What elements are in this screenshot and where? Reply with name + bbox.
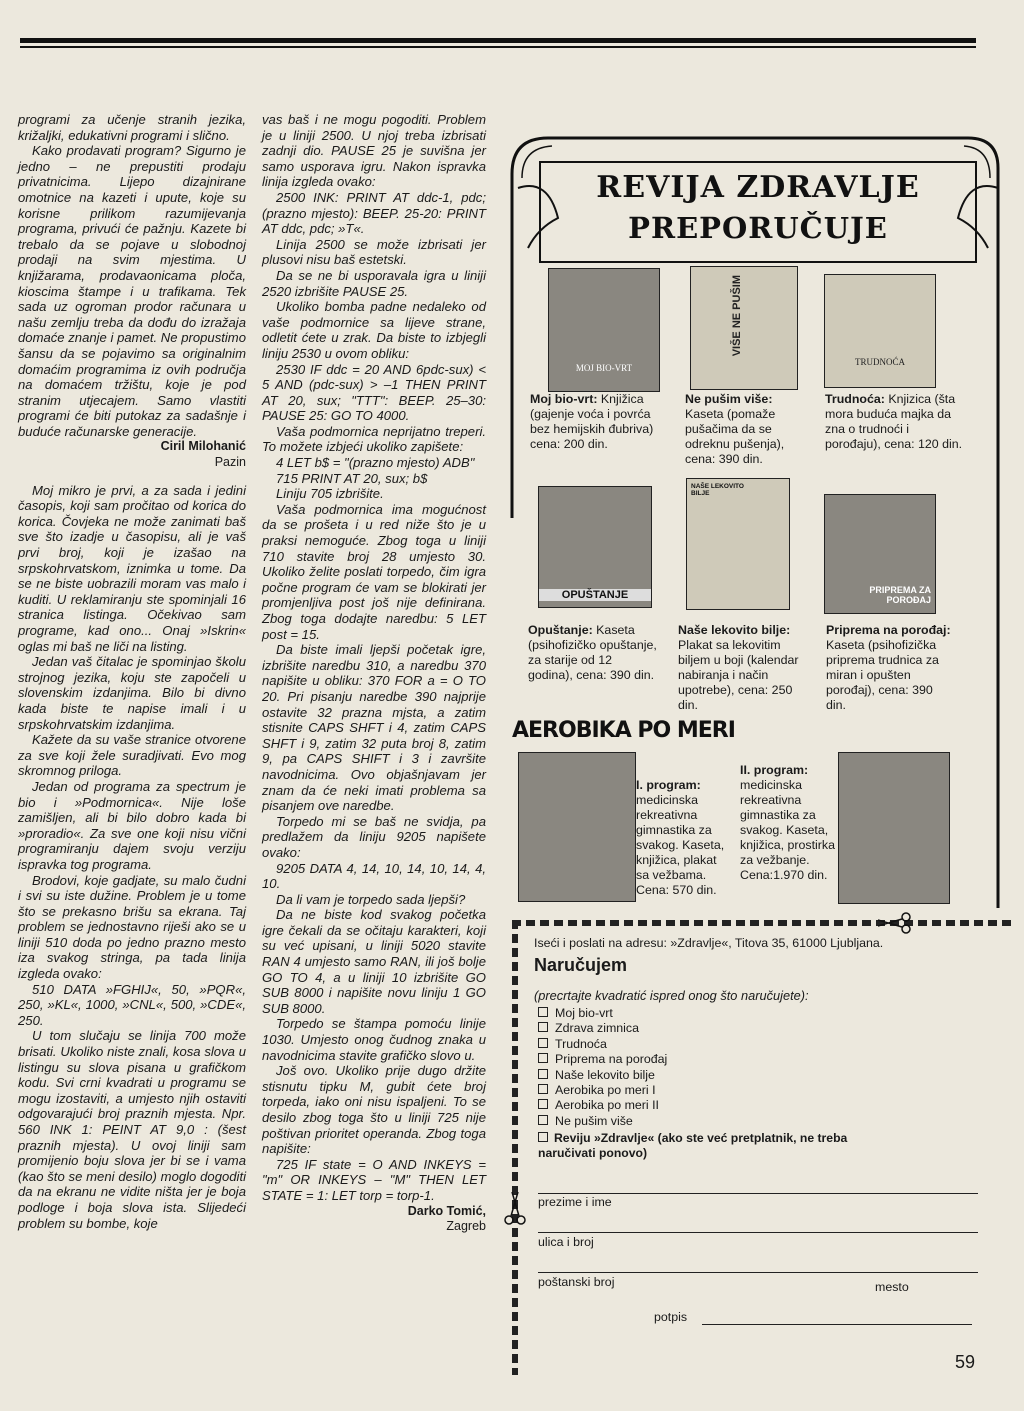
- author-place: Pazin: [214, 455, 246, 470]
- aerobika-image-1: [518, 752, 636, 902]
- subscription-checkbox[interactable]: Reviju »Zdravlje« (ako ste već pretplatnik, ne treba naručivati ponovo): [538, 1131, 848, 1160]
- order-checkbox[interactable]: Naše lekovito bilje: [538, 1068, 667, 1083]
- ad-title: [568, 170, 948, 245]
- order-checkbox[interactable]: Priprema na porođaj: [538, 1052, 667, 1067]
- checkbox-box[interactable]: [538, 1132, 548, 1142]
- page-number: 59: [955, 1352, 976, 1372]
- order-items: [538, 1006, 667, 1129]
- code-line: 9205 DATA 4, 14, 10, 14, 10, 14, 4, 10.: [262, 860, 486, 892]
- product-image-opustanje: OPUŠTANJE: [538, 486, 652, 608]
- paragraph: Kako prodavati program? Sigurno je jedno – ne prepustiti prodaju privatnicima. Lijepo dizajnirane omotnice na kazeti i upute, koje su korisne prilikom razumijevanja programa, privući će pažnju. Kazete bi trebalo da se pojave u slobodnoj prodaji na svim mjestima. U knjižarama, prodavaonicama ploča, kioscima štampe i u trafikama. Tek sada uz ogroman prodor računara u našu zemlju treba da dođu do izražaja domaće znanje i pamet. Ne propustimo šansu da se pojavimo sa originalnim domaćim programima iz ovih područja na domaćem tržištu, koje je pod stranim utjecajem. Samo vlastiti programi će biti putokaz za sadašnje i buduće računarske generacije.: [18, 143, 246, 439]
- order-checkbox[interactable]: Aerobika po meri I: [538, 1083, 667, 1098]
- product-image-ne-pusim: VIŠE NE PUŠIM: [690, 266, 798, 390]
- paragraph: Još ovo. Ukoliko prije dugo držite stisnutu tipku M, gubit ćete broj torpeda, iako oni nisu ispaljeni. To se desilo zbog toga što u liniji 725 nije poštivan prioritet operanda. Zbog toga napišite:: [262, 1063, 486, 1157]
- paragraph: programi za učenje stranih jezika, križaljki, edukativni programi i slično.: [18, 112, 246, 143]
- paragraph: Linija 2500 se može izbrisati jer plusovi nisu baš estetski.: [262, 236, 486, 268]
- cut-line-horizontal: [512, 920, 1012, 926]
- order-checkbox[interactable]: Aerobika po meri II: [538, 1098, 667, 1113]
- author-name: Darko Tomić,: [407, 1203, 486, 1218]
- product-priprema: Priprema na porođaj: Kaseta (psihofizička priprema trudnica za miran i opušten porođaj), cena: 390 din.: [826, 623, 951, 712]
- aerobika-program-2: II. program: medicinska rekreativna gimnastika za svakog. Kaseta, knjižica, prostirka za vežbanje. Cena:1.970 din.: [740, 763, 836, 882]
- scissors-icon: [874, 912, 914, 934]
- product-ne-pusim: Ne pušim više: Kaseta (pomaže pušačima da se odreknu pušenja), cena: 390 din.: [685, 392, 785, 466]
- paragraph: Jedan vaš čitalac je spominjao školu strojnog jezika, koju ste započeli u slovenskim izdanjima. Bilo bi divno kada biste te napise imali i u srpskohrvatskim izdanjima.: [18, 654, 246, 732]
- signature-field[interactable]: [702, 1324, 972, 1325]
- form-title: Naručujem: [534, 955, 628, 975]
- paragraph: Vaša podmornica neprijatno treperi. To možete izbjeći ukoliko zapišete:: [262, 423, 486, 455]
- code-line: 2530 IF ddc = 20 AND 6pdc-sux) < 5 AND (pdc-sux) > –1 THEN PRINT AT 20, sux; "TTT": BEEP. 25–30: PAUSE 25: GO TO 4000.: [262, 361, 486, 424]
- paragraph: Torpedo se štampa pomoću linije 1030. Umjesto onog čudnog znaka u navodnicima stavite grafičko slovo u.: [262, 1016, 486, 1063]
- paragraph: Jedan od programa za spectrum je bio i »Podmornica«. Nije loše zamišljen, ali bi bilo dobro kada bi »proradio«. Za sve one koji nisu vični programiranju dajem svoju verziju ispravka tog programa.: [18, 778, 246, 872]
- signature-label: potpis: [654, 1310, 688, 1324]
- product-lekovito-bilje: Naše lekovito bilje: Plakat sa lekovitim biljem u boji (kalendar nabiranja i način upotrebe), cena: 250 din.: [678, 623, 799, 712]
- name-field[interactable]: [538, 1193, 978, 1194]
- paragraph: Ukoliko bomba padne nedaleko od vaše podmornice sa lijeve strane, odletit ćete u zrak. Da biste to izbjegli liniju 2530 u ovom obliku:: [262, 299, 486, 361]
- advertisement: [508, 118, 1008, 923]
- form-instructions: (precrtajte kvadratić ispred onog što naručujete):: [534, 988, 809, 1003]
- street-field[interactable]: [538, 1232, 978, 1233]
- left-column: [18, 112, 246, 1231]
- code-line: 725 IF state = O AND INKEYS = "m" OR INKEYS – "M" THEN LET STATE = 1: LET torp = torp-1.: [262, 1156, 486, 1203]
- header-rule-thick: [20, 38, 976, 43]
- paragraph: vas baš i ne mogu pogoditi. Problem je u liniji 2500. U njoj treba izbrisati zadnji dio. PAUSE 25 je suvišna jer samo usporava igru. Nakon ispravka linija izgleda ovako:: [262, 112, 486, 190]
- mailing-address: Iseći i poslati na adresu: »Zdravlje«, Titova 35, 61000 Ljubljana.: [534, 936, 884, 950]
- product-bio-vrt: Moj bio-vrt: Knjižica (gajenje voća i povrća bez hemijskih đubriva) cena: 200 din.: [530, 392, 654, 451]
- aerobika-program-1: I. program: medicinska rekreativna gimnastika za svakog. Kaseta, knjižica, plakat sa vežbama. Cena: 570 din.: [636, 778, 725, 897]
- author-place: Zagreb: [446, 1219, 486, 1234]
- order-checkbox[interactable]: Moj bio-vrt: [538, 1006, 667, 1021]
- order-checkbox[interactable]: Ne pušim više: [538, 1114, 667, 1129]
- order-form: [512, 920, 1012, 1390]
- paragraph: Torpedo mi se baš ne svidja, pa predlažem da liniju 9205 napišete ovako:: [262, 813, 486, 860]
- postal-field[interactable]: [538, 1272, 978, 1273]
- order-checkbox[interactable]: Trudnoća: [538, 1037, 667, 1052]
- code-line: 510 DATA »FGHIJ«, 50, »PQR«, 250, »KL«, 1000, »CNL«, 500, »CDE«, 250.: [18, 981, 246, 1028]
- city-label: mesto: [875, 1280, 909, 1294]
- paragraph: Da biste imali ljepši početak igre, izbrišite naredbu 310, a naredbu 370 napišite u obliku: 370 FOR a = O TO 20. Pri pisanju naredbe 390 najprije ostavite 32 prazna mjsta, a zatim stisnite CAPS SHFT i 4, zatim CAPS SHFT i 9, zatim 32 puta broj 8, zatim 9, pa CAPS SHIFT i 3 i završite navodnicima. Ovo objašnjavam jer znam da će neki imati problema sa pisanjem ove naredbe.: [262, 642, 486, 814]
- ad-title-line1: REVIJA ZDRAVLJE: [596, 170, 920, 205]
- order-checkbox[interactable]: Zdrava zimnica: [538, 1021, 667, 1036]
- paragraph: Vaša podmornica ima mogućnost da se prošeta i u red niže što je u praksi nemoguće. Zbog toga u liniji 710 stavite broj 28 umjesto 30. Ukoliko želite poslati torpedo, čim igra počne program će vam se blokirati jer promjenljiva post još nije definirana. Zbog toga dodajte naredbu: 5 LET post = 15.: [262, 501, 486, 642]
- aerobika-logo: AEROBIKA PO MERI: [512, 718, 735, 743]
- author-name: Ciril Milohanić: [160, 439, 246, 454]
- product-image-lekovito-bilje: NAŠE LEKOVITO BILJE: [686, 478, 790, 610]
- paragraph: Da li vam je torpedo sada ljepši?: [276, 891, 466, 907]
- aerobika-image-2: [838, 752, 950, 904]
- paragraph: Moj mikro je prvi, a za sada i jedini časopis, koji sam pročitao od korica do korica. Čovjeka ne može zanimati baš sve što izadje u časopisu, ali je vaš prvi broj, koji je izašao na srpskohrvatskom, iznimka u tome. Da se ne biste uobrazili moram vas malo i kuditi. U reklamiranju ste spominjali 16 stranica listinga. Očekivao sam programe, kad ono... Onaj »Iskrin« oglas mi baš ne liči na listing.: [18, 482, 246, 654]
- product-trudnoca: Trudnoća: Knjizica (šta mora buduća majka da zna o trudnoći i porođaju), cena: 120 din.: [825, 392, 963, 451]
- product-image-priprema: PRIPREMA ZA POROĐAJ: [824, 494, 936, 614]
- paragraph: Da se ne bi usporavala igra u liniji 2520 izbrišite PAUSE 25.: [262, 267, 486, 299]
- paragraph: U tom slučaju se linija 700 može brisati. Ukoliko niste znali, kosa slova u listingu su slova pisana u grafičkom kodu. Svi crni kvadrati u programu se mogu izostaviti, a umjesto njih ostaviti odgovarajući broj praznih mjesta. Npr. 560 INK 1: PEINT AT 9,0 : (šest praznih mjesta). U ovoj liniji sam promijenio boju slova jer bi se i vama (kao što se meni desilo) moglo dogoditi da na ekranu ne vidite ništa jer je boja podloge i boja slova ista. Slijedeći problem su bombe, koje: [18, 1028, 246, 1231]
- header-rule-thin: [20, 46, 976, 48]
- ad-title-line2: PREPORUČUJE: [628, 211, 888, 245]
- scissors-icon: [504, 1188, 526, 1228]
- paragraph: Liniju 705 izbrišite.: [276, 486, 384, 502]
- name-label: prezime i ime: [538, 1195, 612, 1209]
- middle-column: [262, 112, 486, 1235]
- paragraph: Da ne biste kod svakog početka igre čekali da se očitaju karakteri, koji su već upisani, u liniji 5020 stavite RAN 4 umjesto samo RAN, ili još bolje GO TO 4, a u liniji 10 izbrišite GO SUB 8000 i napišite novu liniju 1 GO SUB 8000.: [262, 907, 486, 1016]
- postal-label: poštanski broj: [538, 1275, 615, 1289]
- product-opustanje: Opuštanje: Kaseta (psihofizičko opuštanje, za starije od 12 godina), cena: 390 din.: [528, 623, 657, 682]
- code-line: 4 LET b$ = "(prazno mjesto) ADB": [276, 455, 475, 471]
- paragraph: Kažete da su vaše stranice otvorene za sve koji žele suradjivati. Evo mog skromnog priloga.: [18, 732, 246, 779]
- paragraph: Brodovi, koje gadjate, su malo čudni i svi su iste dužine. Problem je u tome što se prekasno brišu sa ekrana. Taj problem se jednostavno riješi ako se u liniji 510 doda po jedno prazno mesto iza svakog stringa, pa tada linija izgleda ovako:: [18, 872, 246, 982]
- code-line: 715 PRINT AT 20, sux; b$: [276, 470, 428, 486]
- code-line: 2500 INK: PRINT AT ddc-1, pdc; (prazno mjesto): BEEP. 25-20: PRINT AT ddc, pdc; »T«.: [262, 189, 486, 237]
- product-image-bio-vrt: MOJ BIO-VRT: [548, 268, 660, 392]
- cut-line-vertical: [512, 920, 518, 1375]
- street-label: ulica i broj: [538, 1235, 594, 1249]
- product-image-trudnoca: TRUDNOĆA: [824, 274, 936, 388]
